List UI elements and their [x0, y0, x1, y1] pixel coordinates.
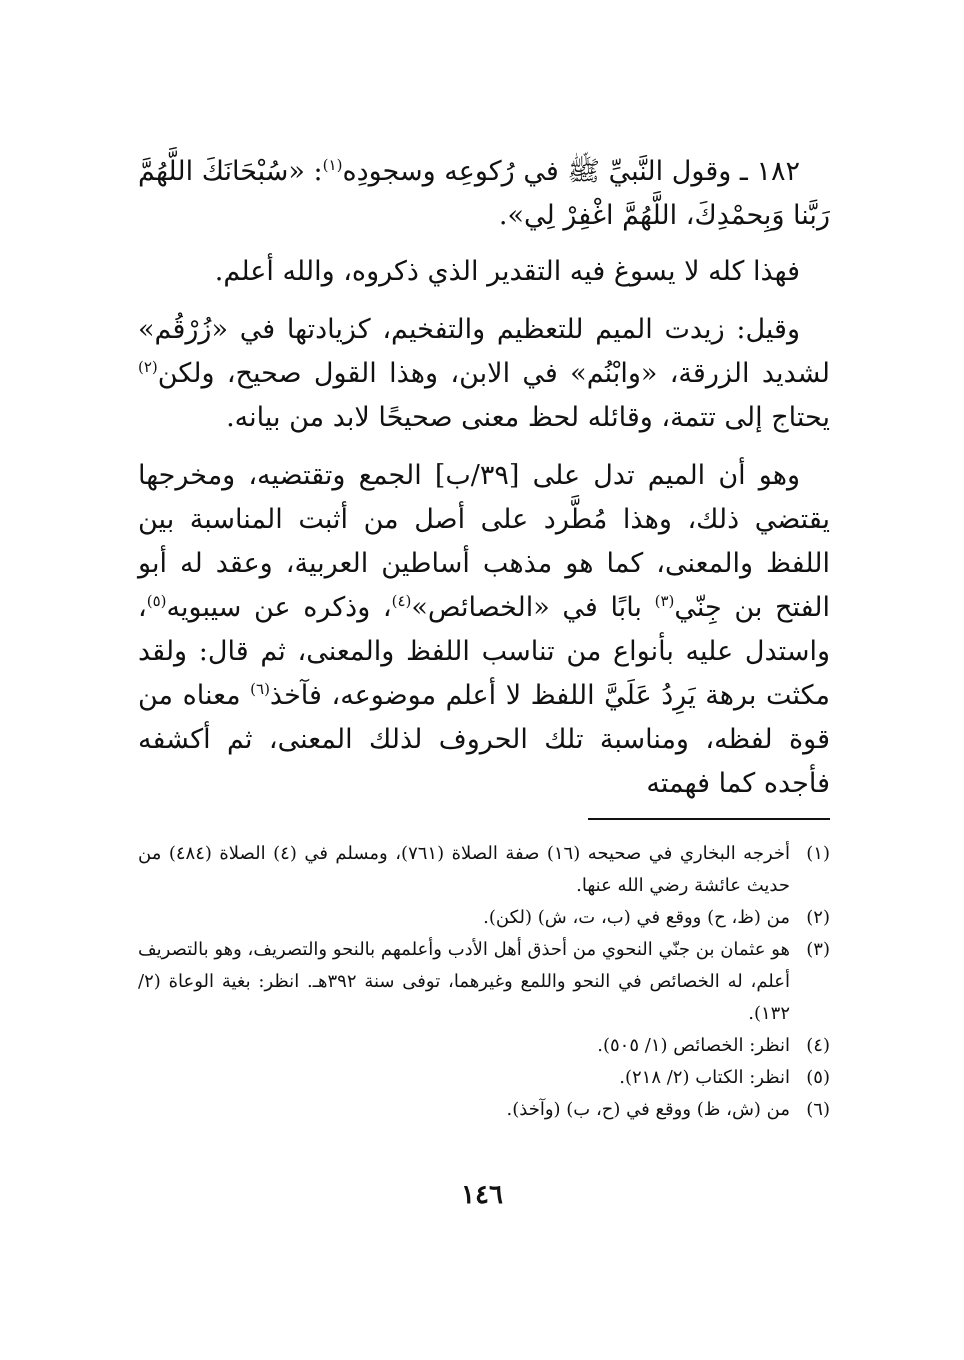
footnote-text: أخرجه البخاري في صحيحه (١٦) صفة الصلاة (٧٦١)، ومسلم في (٤) الصلاة (٤٨٤) من حديث عائشة رضي الله عنها. — [138, 843, 791, 896]
footnote-text: هو عثمان بن جنّي النحوي من أحذق أهل الأدب وأعلمهم بالنحو والتصريف، وهو بالتصريف أعلم، له الخصائص في النحو واللمع وغيرهما، توفى سنة ٣٩٢هـ. انظر: بغية الوعاة (٢/ ١٣٢). — [138, 939, 791, 1024]
footnote-number: (٦) — [806, 1099, 830, 1120]
footnote-reference: (٦) — [250, 680, 270, 698]
footnote-item — [138, 902, 830, 934]
footnote-text: انظر: الخصائص (١/ ٥٠٥). — [597, 1035, 790, 1056]
paragraph-mim-plurality — [138, 454, 830, 806]
footnote-text: من (ظ، ح) ووقع في (ب، ت، ش) (لكن). — [483, 907, 790, 928]
main-text — [138, 150, 830, 806]
paragraph-text: فهذا كله لا يسوغ فيه التقدير الذي ذكروه، والله أعلم. — [214, 256, 800, 287]
footnotes — [138, 838, 830, 1126]
paragraph-text: معناه من قوة لفظه، ومناسبة تلك الحروف لذلك المعنى، ثم أكشفه فأجده كما فهمته — [138, 680, 830, 799]
paragraph-text: ١٨٢ ـ وقول النَّبيِّ ﷺ في رُكوعِه وسجودِه — [342, 156, 800, 187]
footnote-number: (٥) — [806, 1067, 830, 1088]
footnote-reference: (٣) — [654, 592, 675, 610]
paragraph-text: وهو أن الميم تدل على [٣٩/ب] الجمع وتقتضيه، ومخرجها يقتضي ذلك، وهذا مُطَّرد على أصل من أثبت المناسبة بين اللفظ والمعنى، كما هو مذهب أساطين العربية، وعقد له أبو الفتح بن جِنّي — [138, 460, 830, 623]
footnote-reference: (٥) — [146, 592, 167, 610]
footnote-number: (١) — [806, 843, 830, 864]
paragraph-hadith-182 — [138, 150, 830, 238]
footnote-number: (٣) — [806, 939, 830, 960]
paragraph-text: ، وذكره عن سيبويه — [166, 592, 392, 623]
footnote-item — [138, 934, 830, 1030]
footnote-text: انظر: الكتاب (٢/ ٢١٨). — [619, 1067, 790, 1088]
footnote-text: من (ش، ظ) ووقع في (ح، ب) (وآخذ). — [506, 1099, 790, 1120]
paragraph-conclusion — [138, 250, 830, 294]
footnote-number: (٤) — [806, 1035, 830, 1056]
footnote-item — [138, 838, 830, 902]
paragraph-text: بابًا في «الخصائص» — [411, 592, 655, 623]
footnote-item — [138, 1030, 830, 1062]
page-number: ١٤٦ — [461, 1180, 503, 1210]
paragraph-text: يحتاج إلى تتمة، وقائله لحظ معنى صحيحًا لابد من بيانه. — [226, 402, 830, 433]
footnote-separator — [588, 818, 830, 820]
paragraph-text: : «سُبْحَانَكَ اللَّهُمَّ رَبَّنا وَبِحمْدِكَ، اللَّهُمَّ اغْفِرْ لِي». — [138, 156, 830, 231]
footnote-item — [138, 1062, 830, 1094]
paragraph-mim-emphasis — [138, 308, 830, 440]
paragraph-text: ، واستدل عليه بأنواع من تناسب اللفظ والمعنى، ثم قال: ولقد مكثت برهة يَرِدُ عَلَيَّ اللفظ لا أعلم موضوعه، فآخذ — [138, 592, 830, 711]
footnote-item — [138, 1094, 830, 1126]
footnote-reference: (١) — [322, 156, 343, 174]
paragraph-text: وقيل: زيدت الميم للتعظيم والتفخيم، كزيادتها في «زُرْقُم» لشديد الزرقة، «وابْنُم» في الابن، وهذا القول صحيح، ولكن — [138, 314, 830, 389]
footnote-reference: (٤) — [391, 592, 412, 610]
footnote-number: (٢) — [806, 907, 830, 928]
footnote-reference: (٢) — [138, 358, 158, 376]
